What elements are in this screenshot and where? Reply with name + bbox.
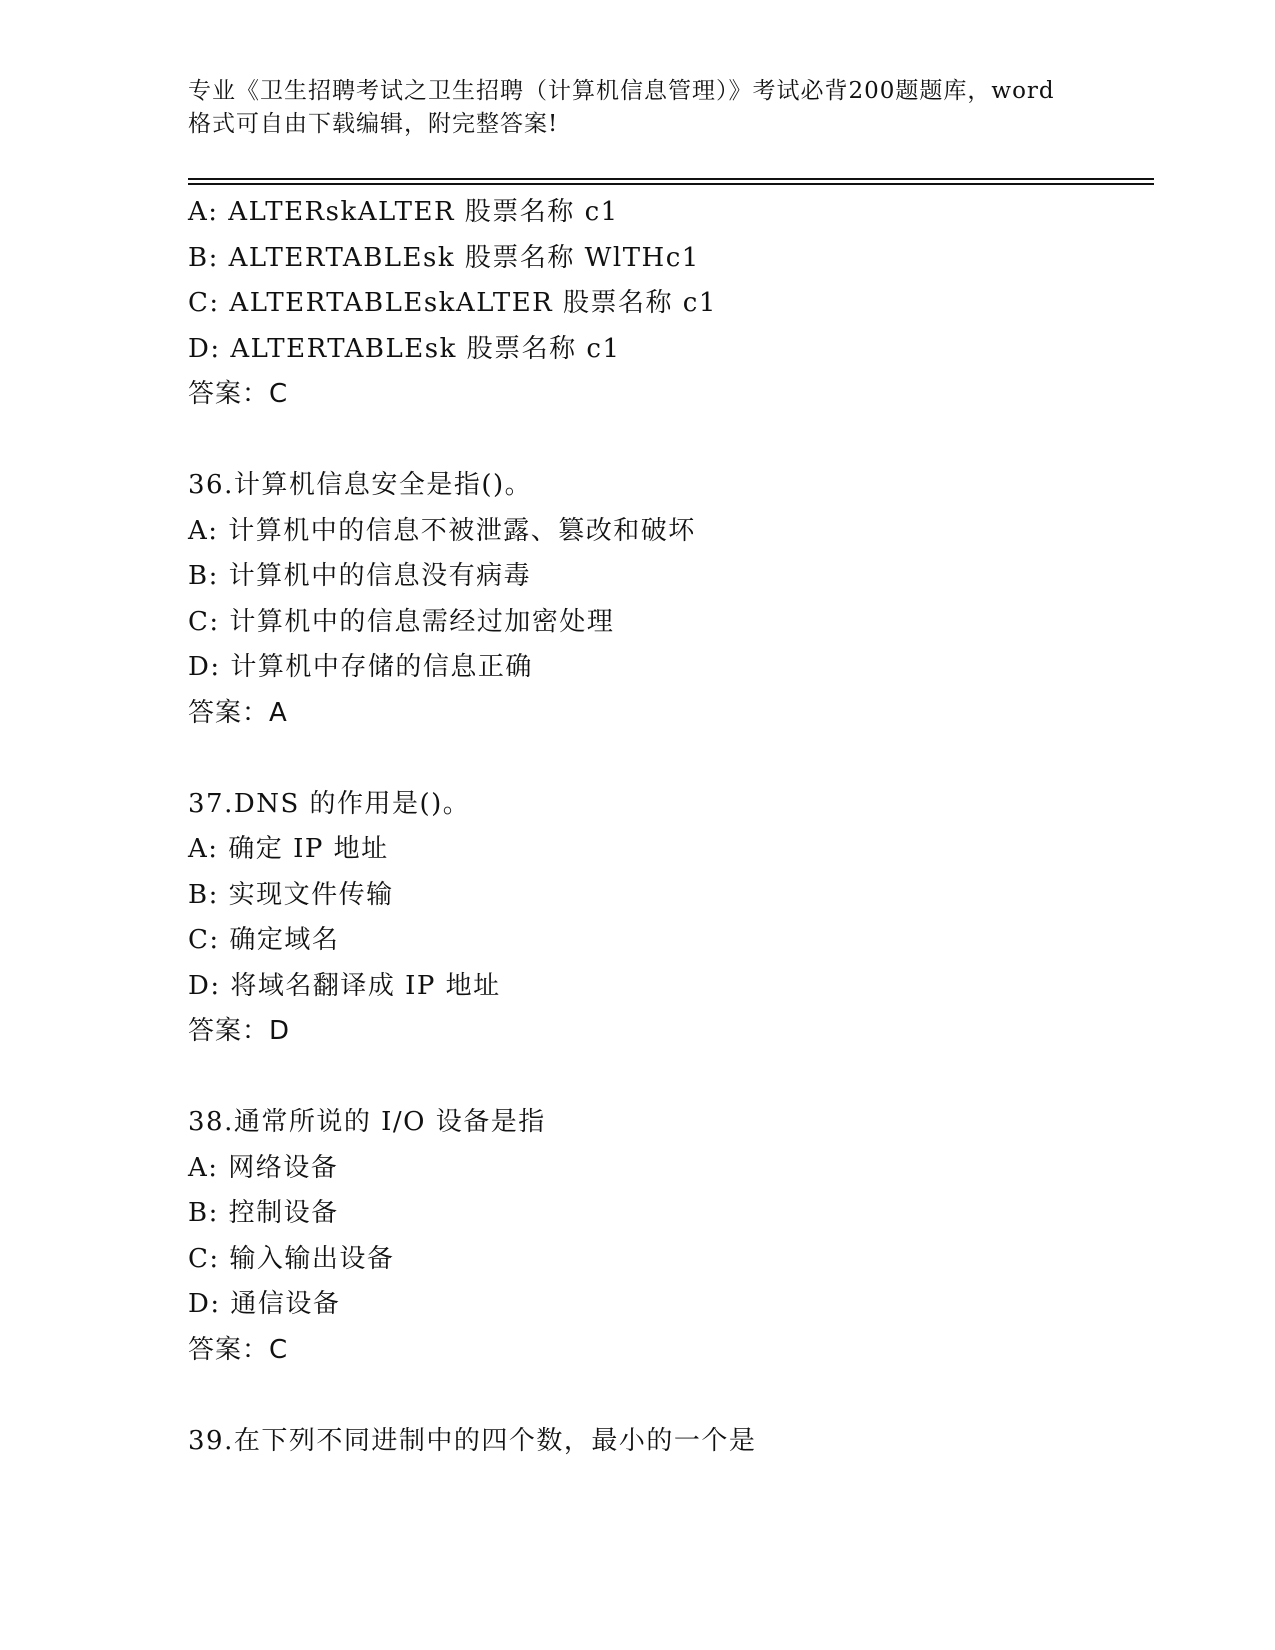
question-block-35 <box>188 190 1154 418</box>
answer-line: 答案：C <box>188 1334 289 1365</box>
option-b: B: 计算机中的信息没有病毒 <box>188 561 532 591</box>
question-block-37 <box>188 782 1154 1055</box>
answer-line: 答案：A <box>188 697 288 728</box>
question-text: 38.通常所说的 I/O 设备是指 <box>188 1107 546 1137</box>
document-title-line-1: 专业《卫生招聘考试之卫生招聘（计算机信息管理）》考试必背200题题库，word <box>188 78 1055 104</box>
question-text: 37.DNS 的作用是()。 <box>188 788 471 819</box>
answer-line: 答案：D <box>188 1016 291 1046</box>
header-divider-top <box>188 178 1154 180</box>
question-list <box>188 190 1154 1464</box>
option-c: C: 确定域名 <box>188 925 340 955</box>
option-d: D: ALTERTABLEsk 股票名称 c1 <box>188 333 621 364</box>
option-a: A: 网络设备 <box>188 1152 339 1183</box>
option-d: D: 将域名翻译成 IP 地址 <box>188 970 501 1001</box>
question-block-39 <box>188 1419 1154 1465</box>
option-d: D: 计算机中存储的信息正确 <box>188 652 533 682</box>
spacer <box>188 1373 1154 1419</box>
option-c: C: 输入输出设备 <box>188 1243 395 1274</box>
question-text: 39.在下列不同进制中的四个数，最小的一个是 <box>188 1425 757 1456</box>
option-a: A: 确定 IP 地址 <box>188 834 389 864</box>
answer-line: 答案：C <box>188 379 289 409</box>
option-a: A: 计算机中的信息不被泄露、篡改和破坏 <box>188 515 696 546</box>
spacer <box>188 1055 1154 1101</box>
document-title-line-2: 格式可自由下载编辑，附完整答案! <box>188 111 559 137</box>
option-c: C: ALTERTABLEskALTER 股票名称 c1 <box>188 288 717 318</box>
option-b: B: ALTERTABLEsk 股票名称 WlTHc1 <box>188 242 700 273</box>
option-d: D: 通信设备 <box>188 1289 341 1319</box>
question-text: 36.计算机信息安全是指()。 <box>188 470 533 500</box>
option-b: B: 实现文件传输 <box>188 879 394 910</box>
option-a: A: ALTERskALTER 股票名称 c1 <box>188 197 619 227</box>
header-divider-bottom <box>188 183 1154 185</box>
spacer <box>188 418 1154 464</box>
option-b: B: 控制设备 <box>188 1198 339 1228</box>
spacer <box>188 736 1154 782</box>
question-block-36 <box>188 463 1154 736</box>
question-block-38 <box>188 1100 1154 1373</box>
option-c: C: 计算机中的信息需经过加密处理 <box>188 606 615 637</box>
